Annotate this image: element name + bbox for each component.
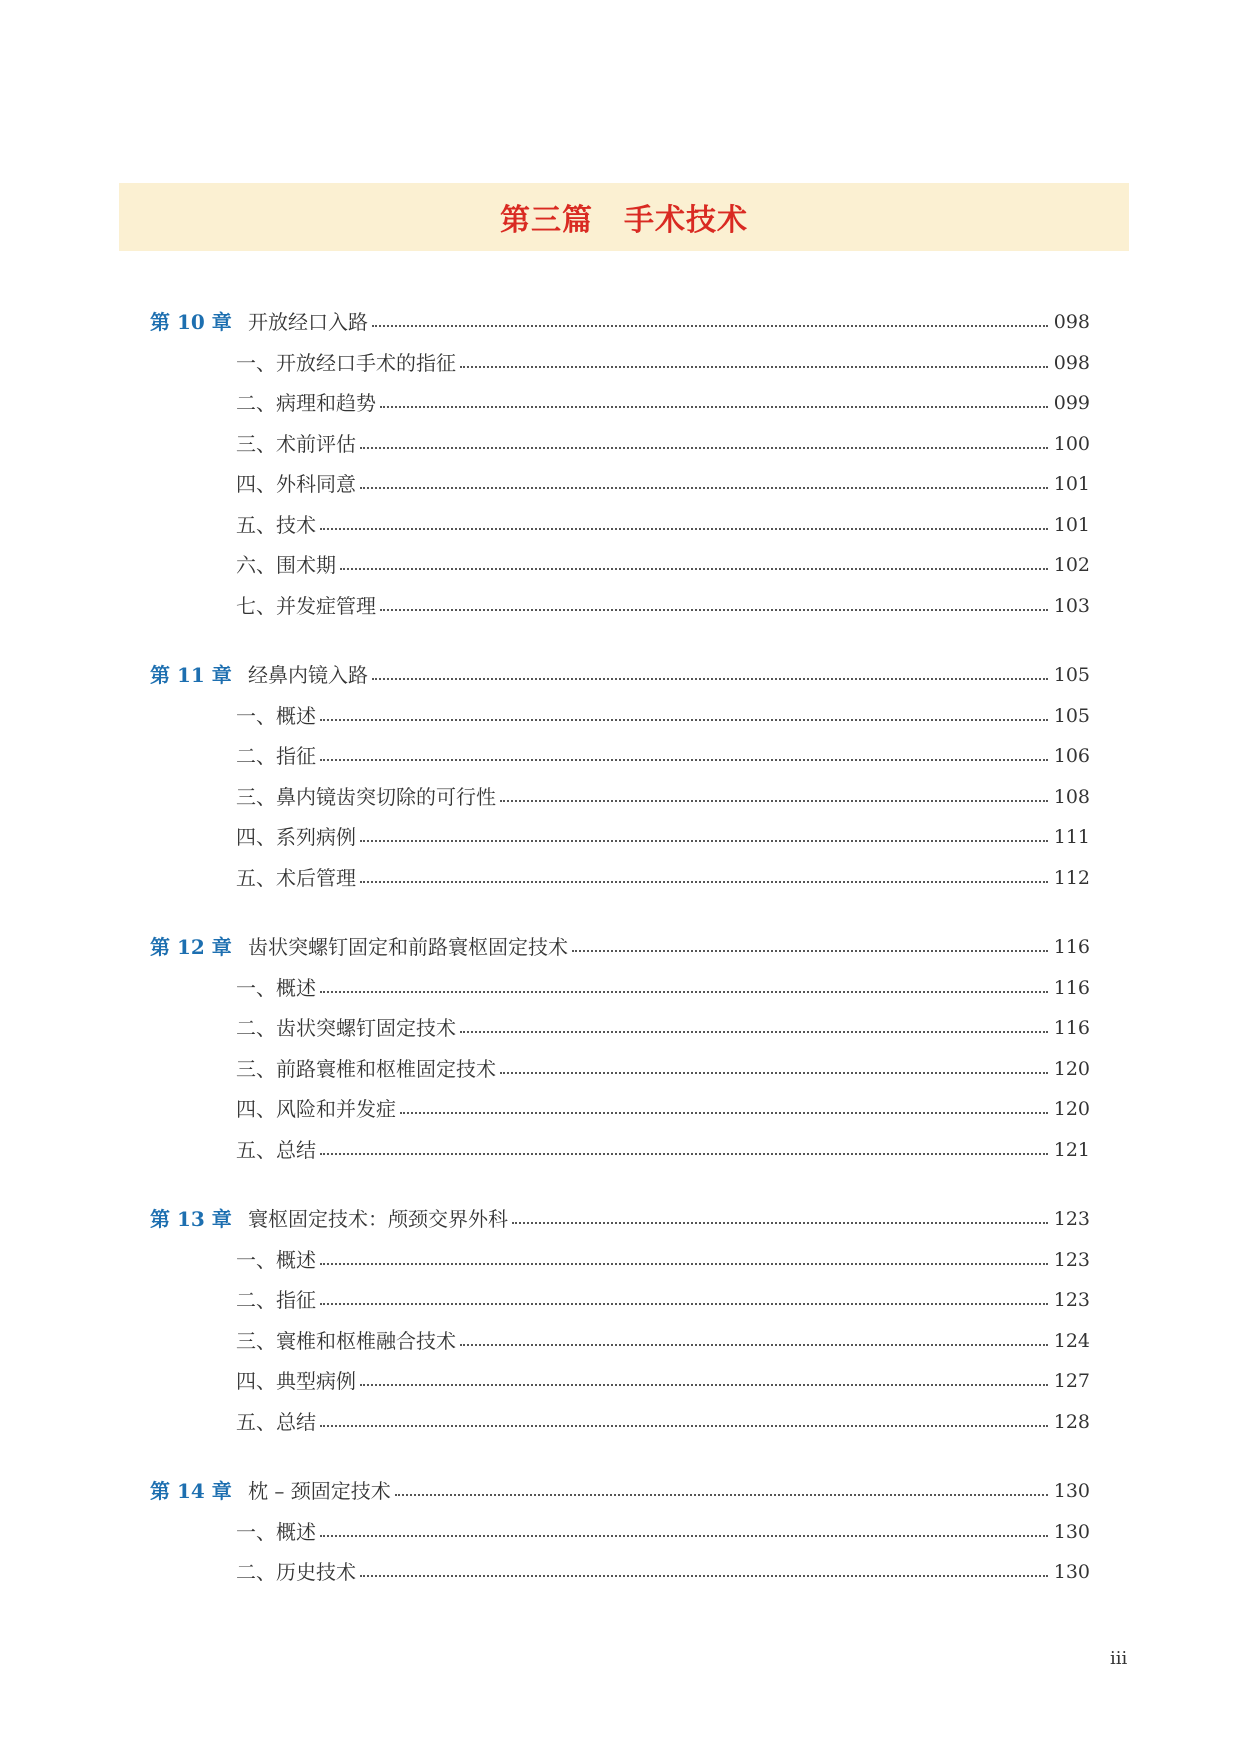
dot-leader — [395, 1494, 1048, 1496]
dot-leader — [320, 719, 1048, 721]
chapter-number: 第 14 章 — [150, 1479, 232, 1503]
toc-section-entry[interactable] — [150, 1321, 1090, 1351]
toc-section-entry[interactable] — [150, 1402, 1090, 1432]
chapter-title: 枕 – 颈固定技术 — [248, 1479, 391, 1503]
toc-section-entry[interactable] — [150, 1552, 1090, 1582]
section-title: 二、历史技术 — [236, 1560, 356, 1584]
dot-leader — [360, 1384, 1048, 1386]
section-page-number: 106 — [1053, 745, 1090, 767]
section-page-number: 101 — [1053, 473, 1090, 495]
section-page-number: 111 — [1053, 826, 1090, 848]
dot-leader — [500, 1072, 1048, 1074]
section-page-number: 098 — [1053, 352, 1090, 374]
dot-leader — [360, 881, 1048, 883]
dot-leader — [360, 487, 1048, 489]
section-page-number: 112 — [1053, 867, 1090, 889]
section-title: 二、指征 — [236, 744, 316, 768]
section-page-number: 130 — [1053, 1521, 1090, 1543]
chapter-number: 第 10 章 — [150, 310, 232, 334]
section-page-number: 128 — [1053, 1411, 1090, 1433]
toc-section-entry[interactable] — [150, 424, 1090, 454]
toc-section-entry[interactable] — [150, 343, 1090, 373]
dot-leader — [320, 1425, 1048, 1427]
toc-section-entry[interactable] — [150, 817, 1090, 847]
dot-leader — [360, 447, 1048, 449]
chapter-page-number: 105 — [1053, 664, 1090, 686]
section-title: 四、系列病例 — [236, 825, 356, 849]
part-title: 第三篇 手术技术 — [500, 203, 748, 238]
chapter-page-number: 130 — [1053, 1480, 1090, 1502]
section-page-number: 103 — [1053, 595, 1090, 617]
toc-section-entry[interactable] — [150, 1280, 1090, 1310]
toc-section-entry[interactable] — [150, 1240, 1090, 1270]
toc-chapter-entry[interactable] — [150, 1199, 1090, 1229]
toc-section-entry[interactable] — [150, 777, 1090, 807]
section-page-number: 105 — [1053, 705, 1090, 727]
section-page-number: 102 — [1053, 554, 1090, 576]
section-title: 五、技术 — [236, 513, 316, 537]
chapter-number: 第 11 章 — [150, 663, 232, 687]
page-number: iii — [1110, 1648, 1128, 1669]
dot-leader — [460, 1344, 1048, 1346]
toc-section-entry[interactable] — [150, 858, 1090, 888]
dot-leader — [380, 406, 1048, 408]
dot-leader — [500, 800, 1048, 802]
section-title: 一、概述 — [236, 1248, 316, 1272]
toc-chapter-entry[interactable] — [150, 655, 1090, 685]
dot-leader — [380, 609, 1048, 611]
dot-leader — [360, 840, 1048, 842]
chapter-title: 开放经口入路 — [248, 310, 368, 334]
section-title: 四、典型病例 — [236, 1369, 356, 1393]
section-title: 一、概述 — [236, 1520, 316, 1544]
dot-leader — [360, 1575, 1048, 1577]
section-title: 一、概述 — [236, 704, 316, 728]
dot-leader — [340, 568, 1048, 570]
section-title: 四、风险和并发症 — [236, 1097, 396, 1121]
dot-leader — [372, 325, 1048, 327]
toc-chapter-entry[interactable] — [150, 1471, 1090, 1501]
section-title: 五、术后管理 — [236, 866, 356, 890]
chapter-number: 第 12 章 — [150, 935, 232, 959]
dot-leader — [320, 1263, 1048, 1265]
section-page-number: 120 — [1053, 1098, 1090, 1120]
dot-leader — [320, 1535, 1048, 1537]
dot-leader — [460, 366, 1048, 368]
section-title: 五、总结 — [236, 1138, 316, 1162]
toc-chapter-entry[interactable] — [150, 302, 1090, 332]
toc-section-entry[interactable] — [150, 1512, 1090, 1542]
toc-section-entry[interactable] — [150, 968, 1090, 998]
toc-section-entry[interactable] — [150, 505, 1090, 535]
dot-leader — [572, 950, 1048, 952]
section-page-number: 116 — [1053, 1017, 1090, 1039]
toc-section-entry[interactable] — [150, 1049, 1090, 1079]
chapter-page-number: 123 — [1053, 1208, 1090, 1230]
section-title: 五、总结 — [236, 1410, 316, 1434]
chapter-page-number: 098 — [1053, 311, 1090, 333]
section-page-number: 123 — [1053, 1249, 1090, 1271]
section-page-number: 108 — [1053, 786, 1090, 808]
section-title: 四、外科同意 — [236, 472, 356, 496]
section-page-number: 120 — [1053, 1058, 1090, 1080]
section-page-number: 121 — [1053, 1139, 1090, 1161]
toc-section-entry[interactable] — [150, 464, 1090, 494]
dot-leader — [320, 1303, 1048, 1305]
dot-leader — [400, 1112, 1048, 1114]
section-page-number: 124 — [1053, 1330, 1090, 1352]
section-title: 二、齿状突螺钉固定技术 — [236, 1016, 456, 1040]
section-page-number: 116 — [1053, 977, 1090, 999]
section-title: 三、术前评估 — [236, 432, 356, 456]
section-page-number: 123 — [1053, 1289, 1090, 1311]
section-title: 三、寰椎和枢椎融合技术 — [236, 1329, 456, 1353]
section-title: 二、指征 — [236, 1288, 316, 1312]
section-title: 七、并发症管理 — [236, 594, 376, 618]
dot-leader — [460, 1031, 1048, 1033]
toc-section-entry[interactable] — [150, 736, 1090, 766]
chapter-title: 寰枢固定技术：颅颈交界外科 — [248, 1207, 508, 1231]
section-page-number: 099 — [1053, 392, 1090, 414]
dot-leader — [320, 991, 1048, 993]
chapter-page-number: 116 — [1053, 936, 1090, 958]
section-title: 三、鼻内镜齿突切除的可行性 — [236, 785, 496, 809]
section-title: 一、概述 — [236, 976, 316, 1000]
dot-leader — [320, 1153, 1048, 1155]
toc-section-entry[interactable] — [150, 586, 1090, 616]
chapter-title: 齿状突螺钉固定和前路寰枢固定技术 — [248, 935, 568, 959]
section-page-number: 101 — [1053, 514, 1090, 536]
dot-leader — [320, 759, 1048, 761]
toc-section-entry[interactable] — [150, 1361, 1090, 1391]
section-title: 六、围术期 — [236, 553, 336, 577]
toc-section-entry[interactable] — [150, 545, 1090, 575]
section-title: 一、开放经口手术的指征 — [236, 351, 456, 375]
dot-leader — [320, 528, 1048, 530]
toc-section-entry[interactable] — [150, 383, 1090, 413]
toc-section-entry[interactable] — [150, 1130, 1090, 1160]
section-title: 二、病理和趋势 — [236, 391, 376, 415]
toc-section-entry[interactable] — [150, 696, 1090, 726]
section-page-number: 100 — [1053, 433, 1090, 455]
chapter-title: 经鼻内镜入路 — [248, 663, 368, 687]
section-page-number: 127 — [1053, 1370, 1090, 1392]
dot-leader — [512, 1222, 1048, 1224]
section-title: 三、前路寰椎和枢椎固定技术 — [236, 1057, 496, 1081]
toc-section-entry[interactable] — [150, 1008, 1090, 1038]
section-page-number: 130 — [1053, 1561, 1090, 1583]
dot-leader — [372, 678, 1048, 680]
chapter-number: 第 13 章 — [150, 1207, 232, 1231]
toc-section-entry[interactable] — [150, 1089, 1090, 1119]
toc-chapter-entry[interactable] — [150, 927, 1090, 957]
